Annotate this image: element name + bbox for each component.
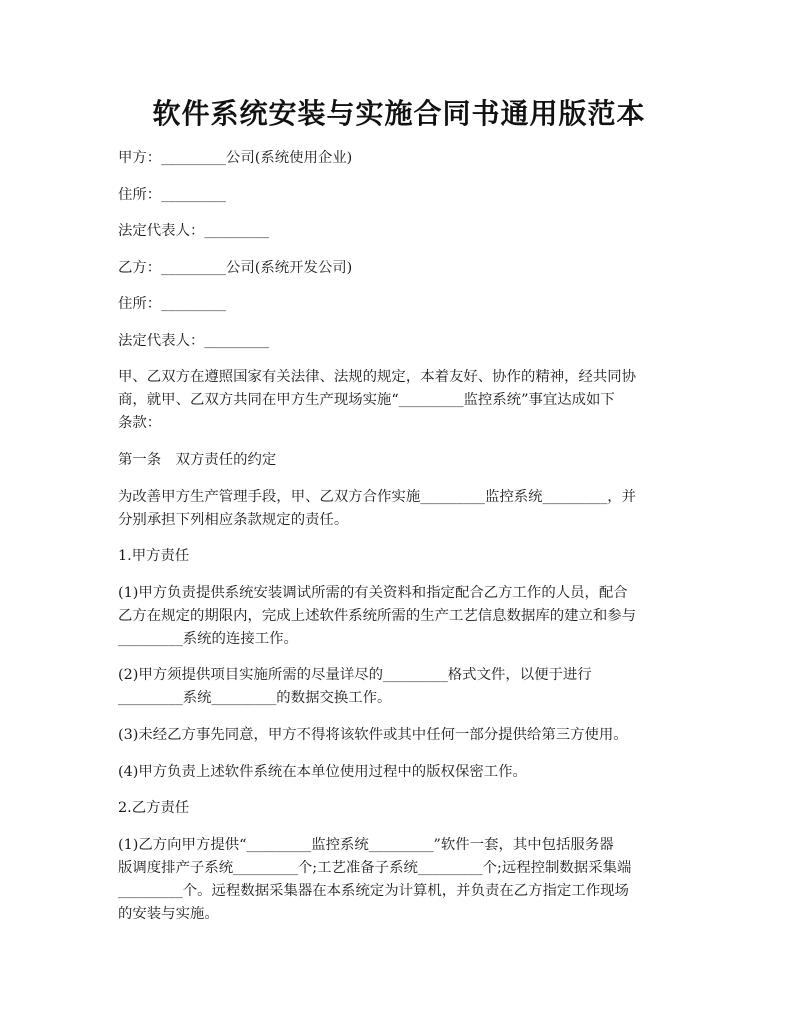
party-b-address-line: 住所：_________ (118, 296, 226, 312)
party-a-clause-4: (4)甲方负责上述软件系统在本单位使用过程中的版权保密工作。 (118, 764, 527, 780)
party-a-clause-1-line: (1)甲方负责提供系统安装调试所需的有关资料和指定配合乙方工作的人员，配合 (118, 585, 628, 601)
party-b-clause-1-line: 版调度排产子系统_________个;工艺准备子系统_________个;远程控制数据采集端 (118, 860, 632, 876)
party-a-clause-1-line: 乙方在规定的期限内，完成上述软件系统所需的生产工艺信息数据库的建立和参与 (118, 608, 637, 624)
party-b-clause-1-line: 的安装与实施。 (118, 906, 219, 922)
party-a-name-line: 甲方：_________公司(系统使用企业) (118, 150, 353, 166)
party-a-address-line: 住所：_________ (118, 187, 226, 203)
preamble-line: 商，就甲、乙双方共同在甲方生产现场实施“_________监控系统”事宜达成如下 (118, 392, 615, 408)
party-b-responsibility-heading: 2.乙方责任 (118, 800, 190, 816)
document-title: 软件系统安装与实施合同书通用版范本 (152, 97, 646, 130)
party-a-clause-1-line: _________系统的连接工作。 (118, 631, 298, 647)
article-1-heading: 第一条 双方责任的约定 (118, 452, 277, 468)
party-a-clause-2-line: (2)甲方须提供项目实施所需的尽量详尽的_________格式文件，以便于进行 (118, 667, 592, 683)
preamble-line: 甲、乙双方在遵照国家有关法律、法规的规定，本着友好、协作的精神，经共同协 (118, 369, 637, 385)
party-a-representative-line: 法定代表人：_________ (118, 223, 270, 239)
party-a-responsibility-heading: 1.甲方责任 (118, 548, 190, 564)
article-1-intro-line: 分别承担下列相应条款规定的责任。 (118, 512, 349, 528)
party-a-clause-2-line: _________系统_________的数据交换工作。 (118, 690, 392, 706)
party-b-clause-1-line: _________个。远程数据采集器在本系统定为计算机，并负责在乙方指定工作现场 (118, 883, 629, 899)
article-1-intro-line: 为改善甲方生产管理手段，甲、乙双方合作实施_________监控系统_________，并 (118, 489, 637, 505)
preamble-line: 条款： (118, 415, 162, 431)
party-a-clause-3: (3)未经乙方事先同意，甲方不得将该软件或其中任何一部分提供给第三方使用。 (118, 727, 628, 743)
party-b-representative-line: 法定代表人：_________ (118, 333, 270, 349)
party-b-name-line: 乙方：_________公司(系统开发公司) (118, 260, 353, 276)
party-b-clause-1-line: (1)乙方向甲方提供“_________监控系统_________”软件一套，其中包括服务器 (118, 837, 614, 853)
